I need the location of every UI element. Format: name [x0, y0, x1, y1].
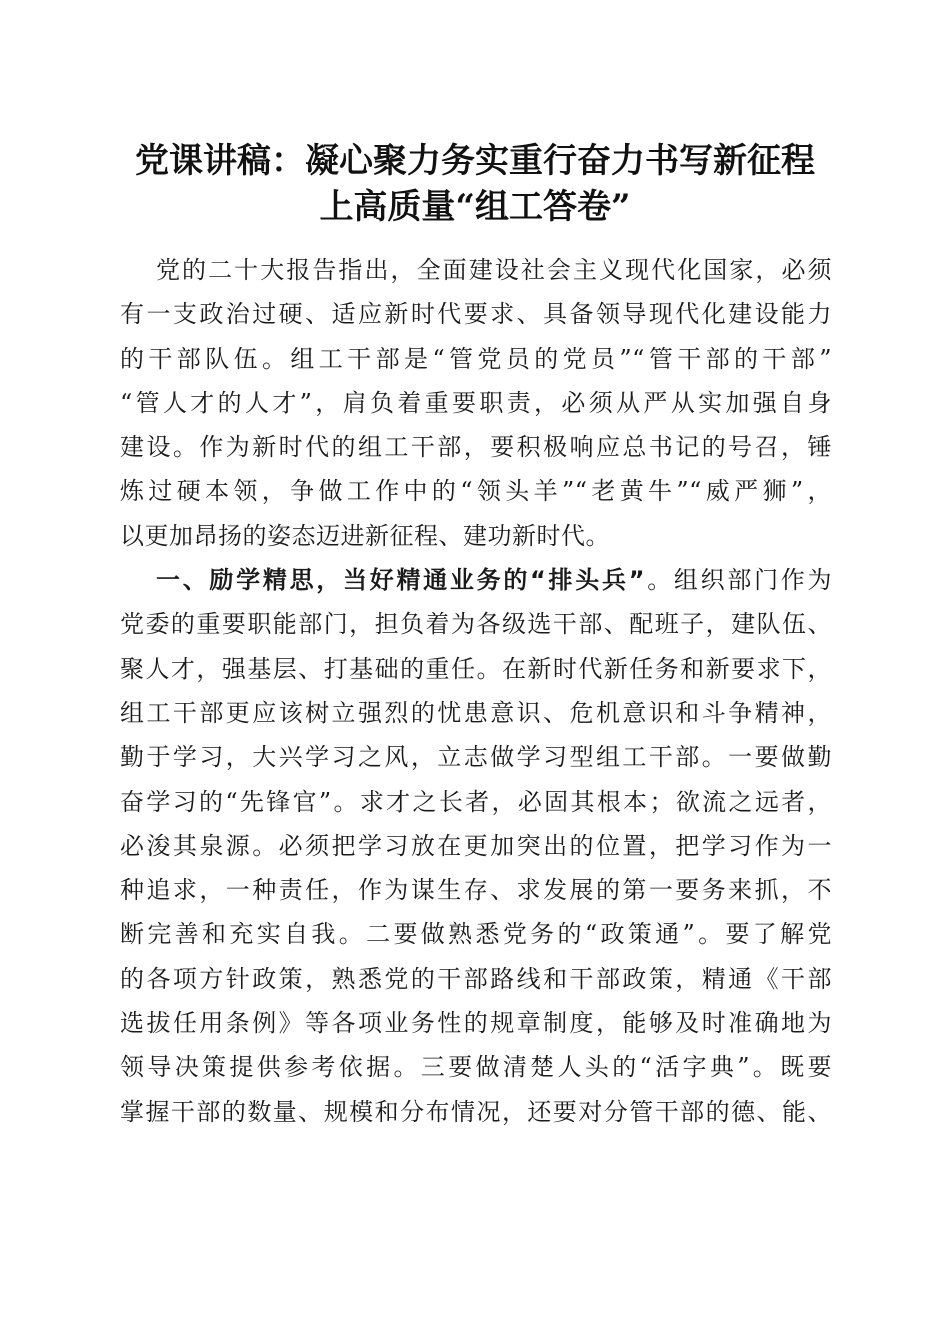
- intro-paragraph: [120, 248, 832, 558]
- paragraph-line: 的各项方针政策，熟悉党的干部路线和干部政策，精通《干部: [120, 964, 832, 993]
- paragraph-line: 必浚其泉源。必须把学习放在更加突出的位置，把学习作为一: [120, 831, 832, 860]
- title-line-2: 上高质量“组工答卷”: [319, 187, 631, 227]
- paragraph-line: 组工干部更应该树立强烈的忧患意识、危机意识和斗争精神，: [120, 698, 832, 727]
- document-title: [100, 138, 850, 230]
- section-1-heading: 一、励学精思，当好精通业务的“排头兵”: [156, 566, 645, 595]
- title-line-1: 党课讲稿：凝心聚力务实重行奋力书写新征程: [135, 141, 815, 181]
- paragraph-line: 炼过硬本领，争做工作中的“领头羊”“老黄牛”“威严狮”，: [120, 477, 832, 506]
- paragraph-line: 种追求，一种责任，作为谋生存、求发展的第一要务来抓，不: [120, 876, 832, 905]
- paragraph-line: 聚人才，强基层、打基础的重任。在新时代新任务和新要求下，: [120, 654, 832, 683]
- section-1-paragraph: [120, 558, 832, 1134]
- paragraph-line: 党的二十大报告指出，全面建设社会主义现代化国家，必须: [156, 256, 832, 284]
- paragraph-line: 领导决策提供参考依据。三要做清楚人头的“活字典”。既要: [120, 1053, 832, 1082]
- paragraph-line: 有一支政治过硬、适应新时代要求、具备领导现代化建设能力: [120, 300, 832, 329]
- paragraph-line: 以更加昂扬的姿态迈进新征程、建功新时代。: [120, 521, 610, 550]
- section-1-first-line-rest: 。组织部门作为: [644, 566, 833, 595]
- paragraph-line: 建设。作为新时代的组工干部，要积极响应总书记的号召，锤: [120, 433, 832, 462]
- paragraph-line: 勤于学习，大兴学习之风，立志做学习型组工干部。一要做勤: [120, 743, 832, 772]
- paragraph-line: 奋学习的“先锋官”。求才之长者，必固其根本；欲流之远者，: [120, 787, 832, 816]
- paragraph-line: “管人才的人才”，肩负着重要职责，必须从严从实加强自身: [120, 388, 832, 417]
- section-1-first-line: [120, 558, 832, 602]
- paragraph-line: 掌握干部的数量、规模和分布情况，还要对分管干部的德、能、: [120, 1097, 832, 1126]
- paragraph-line: 的干部队伍。组工干部是“管党员的党员”“管干部的干部”: [120, 344, 832, 373]
- paragraph-line: 选拔任用条例》等各项业务性的规章制度，能够及时准确地为: [120, 1009, 832, 1038]
- paragraph-line: 党委的重要职能部门，担负着为各级选干部、配班子，建队伍、: [120, 610, 832, 639]
- paragraph-line: 断完善和充实自我。二要做熟悉党务的“政策通”。要了解党: [120, 920, 832, 949]
- document-body: [120, 248, 832, 1134]
